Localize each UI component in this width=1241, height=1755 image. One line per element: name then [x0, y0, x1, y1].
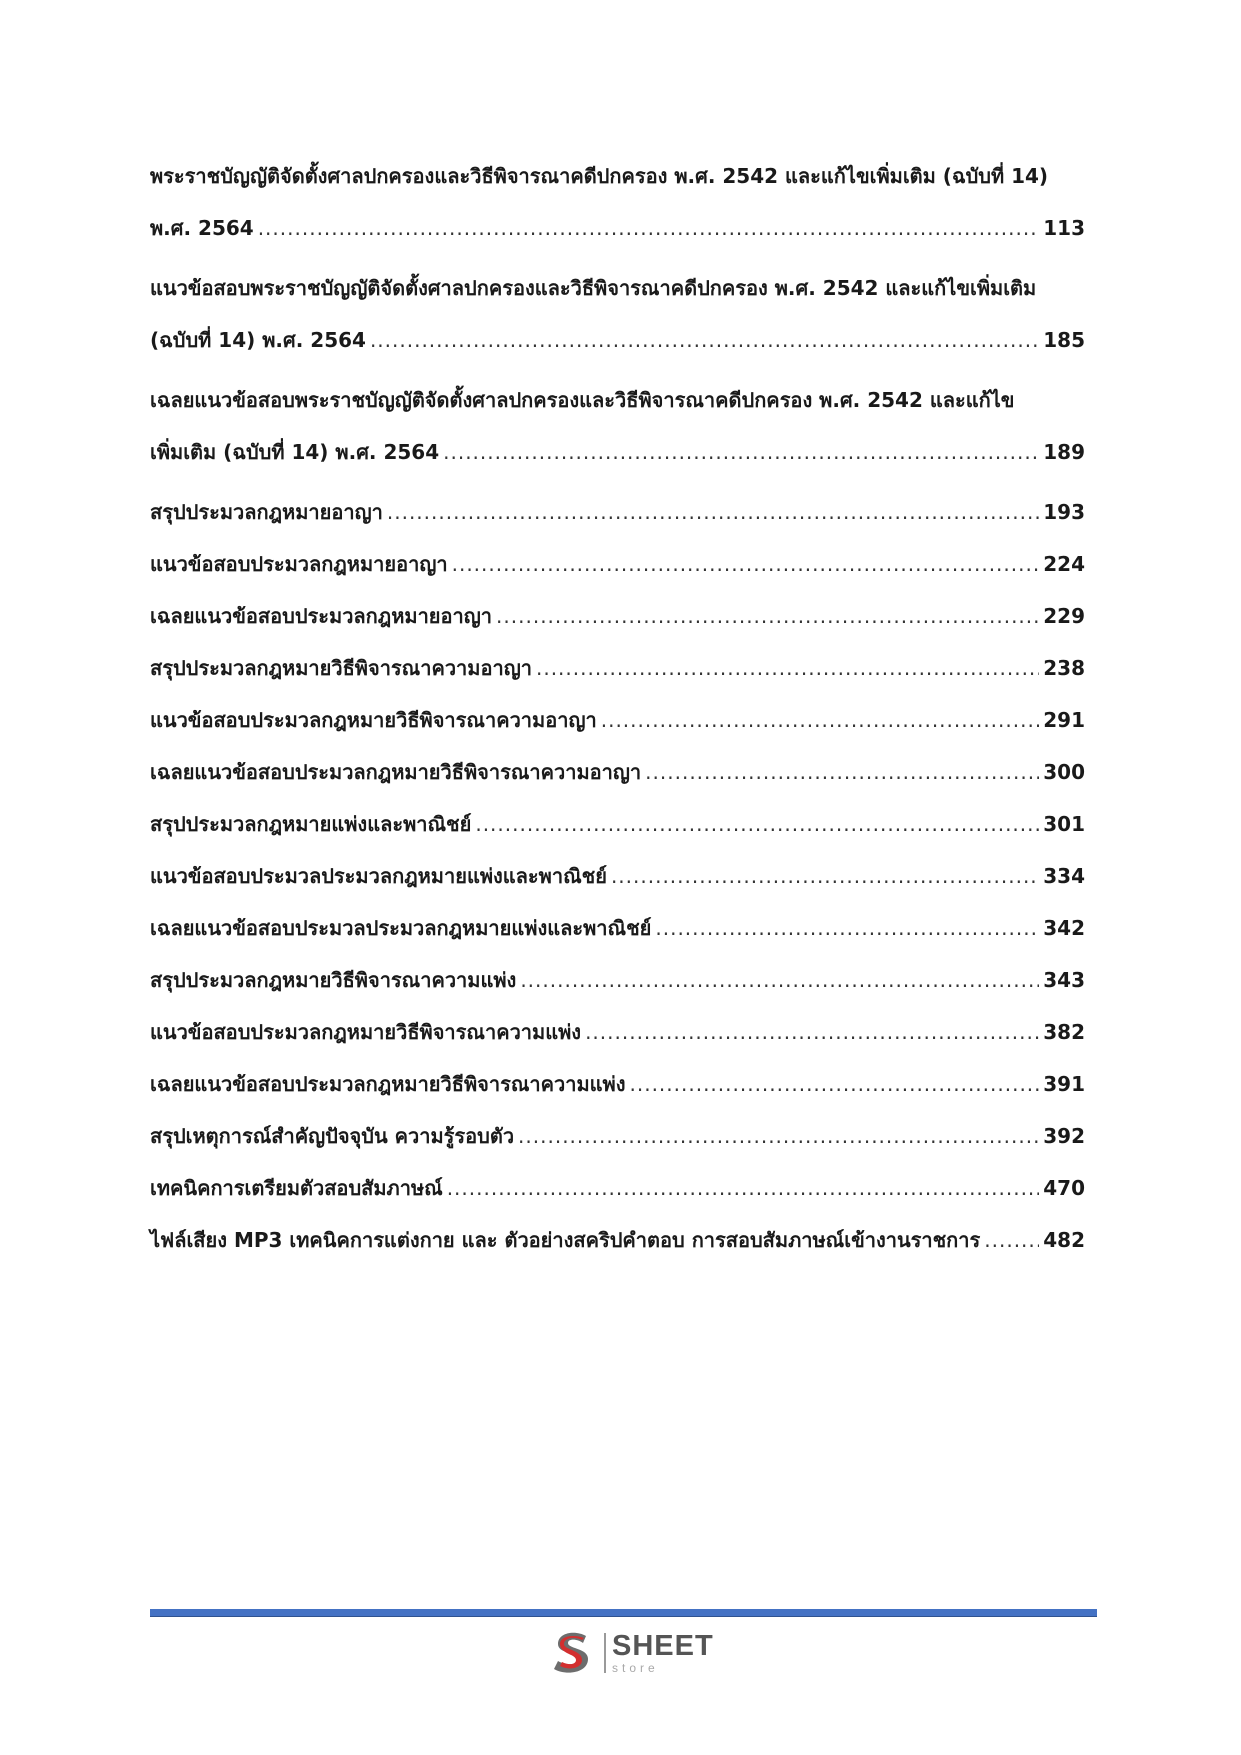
toc-page-number: 224	[1043, 552, 1085, 576]
toc-entry[interactable]	[150, 150, 1085, 254]
toc-entry-title: เฉลยแนวข้อสอบประมวลกฎหมายวิธีพิจารณาความแพ่ง	[150, 1072, 626, 1096]
toc-entry-title: แนวข้อสอบประมวลกฎหมายวิธีพิจารณาความอาญา	[150, 708, 597, 732]
toc-entry-title: เฉลยแนวข้อสอบประมวลประมวลกฎหมายแพ่งและพาณิชย์	[150, 916, 652, 940]
dot-leader	[611, 850, 1039, 902]
toc-entry-title: สรุปเหตุการณ์สำคัญปัจจุบัน ความรู้รอบตัว	[150, 1124, 515, 1148]
toc-page-number: 238	[1043, 656, 1085, 680]
dot-leader	[387, 486, 1039, 538]
logo-sub-text: store	[612, 1661, 659, 1675]
dot-leader	[984, 1214, 1039, 1266]
toc-entry-title: เฉลยแนวข้อสอบพระราชบัญญัติจัดตั้งศาลปกครองและวิธีพิจารณาคดีปกครอง พ.ศ. 2542 และแก้ไข	[150, 388, 1015, 412]
toc-page-number: 300	[1043, 760, 1085, 784]
dot-leader	[536, 642, 1039, 694]
toc-entry-title: เฉลยแนวข้อสอบประมวลกฎหมายอาญา	[150, 604, 493, 628]
toc-entry[interactable]	[150, 262, 1085, 366]
toc-entry-title: ไฟล์เสียง MP3 เทคนิคการแต่งกาย และ ตัวอย่างสคริปคำตอบ การสอบสัมภาษณ์เข้างานราชการ	[150, 1228, 981, 1252]
toc-entry[interactable]	[150, 1058, 1085, 1110]
dot-leader	[585, 1006, 1039, 1058]
toc-entry-title: แนวข้อสอบประมวลกฎหมายวิธีพิจารณาความแพ่ง	[150, 1020, 582, 1044]
toc-entry[interactable]	[150, 1214, 1085, 1266]
toc-page-number: 229	[1043, 604, 1085, 628]
toc-entry-title: สรุปประมวลกฎหมายวิธีพิจารณาความอาญา	[150, 656, 532, 680]
toc-entry-title: สรุปประมวลกฎหมายอาญา	[150, 500, 383, 524]
dot-leader	[443, 426, 1039, 478]
table-of-contents	[150, 150, 1085, 1266]
dot-leader	[655, 902, 1039, 954]
toc-entry[interactable]	[150, 902, 1085, 954]
toc-entry-title: แนวข้อสอบประมวลกฎหมายอาญา	[150, 552, 448, 576]
toc-entry[interactable]	[150, 850, 1085, 902]
toc-entry-title: สรุปประมวลกฎหมายแพ่งและพาณิชย์	[150, 812, 472, 836]
toc-page-number: 470	[1043, 1176, 1085, 1200]
toc-entry-title-cont: เพิ่มเติม (ฉบับที่ 14) พ.ศ. 2564	[150, 440, 440, 464]
toc-page-number: 113	[1043, 216, 1085, 240]
dot-leader	[601, 694, 1040, 746]
dot-leader	[630, 1058, 1040, 1110]
toc-entry-title-cont: (ฉบับที่ 14) พ.ศ. 2564	[150, 328, 366, 352]
toc-page-number: 185	[1043, 328, 1085, 352]
dot-leader	[370, 314, 1039, 366]
toc-page-number: 342	[1043, 916, 1085, 940]
toc-page-number: 301	[1043, 812, 1085, 836]
toc-entry[interactable]	[150, 798, 1085, 850]
dot-leader	[518, 1110, 1039, 1162]
dot-leader	[475, 798, 1039, 850]
toc-entry-title-cont: พ.ศ. 2564	[150, 216, 254, 240]
toc-entry[interactable]	[150, 374, 1085, 478]
sheet-store-logo-icon	[548, 1628, 598, 1678]
toc-page-number: 189	[1043, 440, 1085, 464]
toc-page-number: 193	[1043, 500, 1085, 524]
toc-entry[interactable]	[150, 1006, 1085, 1058]
toc-entry-title: เฉลยแนวข้อสอบประมวลกฎหมายวิธีพิจารณาความอาญา	[150, 760, 642, 784]
logo-text	[612, 1632, 714, 1674]
toc-entry[interactable]	[150, 642, 1085, 694]
toc-page-number: 482	[1043, 1228, 1085, 1252]
toc-entry-title: สรุปประมวลกฎหมายวิธีพิจารณาความแพ่ง	[150, 968, 517, 992]
toc-entry-title: แนวข้อสอบพระราชบัญญัติจัดตั้งศาลปกครองและวิธีพิจารณาคดีปกครอง พ.ศ. 2542 และแก้ไขเพิ่มเติม	[150, 276, 1037, 300]
toc-entry-title: พระราชบัญญัติจัดตั้งศาลปกครองและวิธีพิจารณาคดีปกครอง พ.ศ. 2542 และแก้ไขเพิ่มเติม (ฉบับที่ 14)	[150, 164, 1049, 188]
dot-leader	[645, 746, 1039, 798]
dot-leader	[520, 954, 1039, 1006]
dot-leader	[452, 538, 1040, 590]
logo-main-text: SHEET	[612, 1630, 714, 1662]
toc-entry[interactable]	[150, 538, 1085, 590]
toc-entry[interactable]	[150, 694, 1085, 746]
toc-page-number: 391	[1043, 1072, 1085, 1096]
toc-entry[interactable]	[150, 746, 1085, 798]
logo-separator	[604, 1633, 606, 1673]
toc-entry[interactable]	[150, 1162, 1085, 1214]
toc-page-number: 334	[1043, 864, 1085, 888]
toc-entry[interactable]	[150, 486, 1085, 538]
toc-entry-title: แนวข้อสอบประมวลประมวลกฎหมายแพ่งและพาณิชย์	[150, 864, 607, 888]
toc-page-number: 392	[1043, 1124, 1085, 1148]
toc-entry-title: เทคนิคการเตรียมตัวสอบสัมภาษณ์	[150, 1176, 443, 1200]
dot-leader	[258, 202, 1040, 254]
sheet-store-logo	[548, 1628, 714, 1678]
toc-entry[interactable]	[150, 954, 1085, 1006]
dot-leader	[447, 1162, 1040, 1214]
toc-entry[interactable]	[150, 1110, 1085, 1162]
toc-entry[interactable]	[150, 590, 1085, 642]
footer-divider	[150, 1609, 1097, 1617]
dot-leader	[496, 590, 1039, 642]
toc-page-number: 291	[1043, 708, 1085, 732]
toc-page-number: 343	[1043, 968, 1085, 992]
toc-page-number: 382	[1043, 1020, 1085, 1044]
